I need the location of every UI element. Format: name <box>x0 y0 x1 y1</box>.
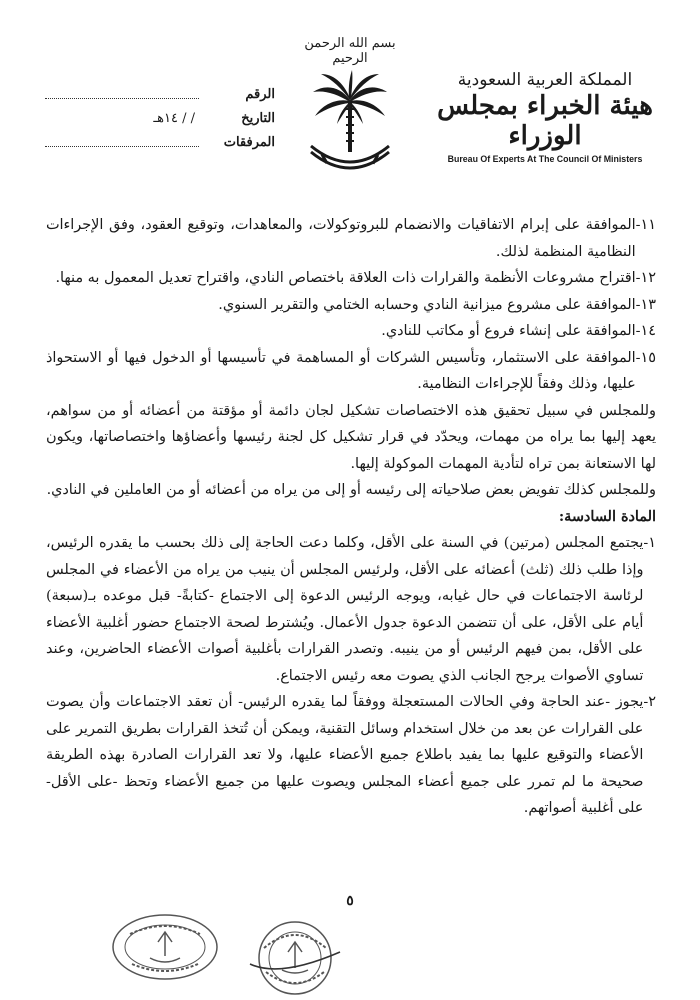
list-item <box>46 265 656 292</box>
item-text: الموافقة على إبرام الاتفاقيات والانضمام للبروتوكولات، والمعاهدات، وتوقيع العقود، وفق الإجراءات النظامية المنظمة لذلك. <box>46 217 636 260</box>
paragraph-committees: وللمجلس في سبيل تحقيق هذه الاختصاصات تشكيل لجان دائمة أو مؤقتة من أعضائه أو من سواهم، يعهد إليها بما يراه من مهمات، ويحدّد في قرار تشكيل كل لجنة رئيسها وأعضاؤها واختصاصاتها، ويكون لها الاستعانة بمن تراه لتأدية المهمات الموكولة إليها. <box>46 402 656 472</box>
palm-swords-emblem-icon <box>305 68 395 178</box>
bureau-name-english: Bureau Of Experts At The Council Of Ministers <box>447 153 643 164</box>
attachments-line <box>45 132 199 147</box>
date-row <box>45 102 275 126</box>
item-number: ١٥- <box>635 349 656 366</box>
document-body <box>46 212 656 822</box>
bureau-name-arabic: هيئة الخبراء بمجلس الوزراء <box>437 91 653 151</box>
kingdom-name: المملكة العربية السعودية <box>457 70 633 90</box>
list-item <box>46 689 656 822</box>
attachments-row <box>45 126 275 150</box>
list-item <box>46 318 656 345</box>
list-item <box>46 212 656 265</box>
paragraph-delegation: وللمجلس كذلك تفويض بعض صلاحياته إلى رئيسه أو إلى من يراه من أعضائه أو من العاملين في النادي. <box>46 482 656 498</box>
list-item <box>46 345 656 398</box>
item-text: يجتمع المجلس (مرتين) في السنة على الأقل، وكلما دعت الحاجة إلى ذلك بحسب ما يقدره الرئيس، وإذا طلب ذلك (ثلث) أعضائه على الأقل، ولرئيس المجلس أن ينيب من يراه من الأعضاء في المجلس لرئاسة الاجتماعات في حال غيابه، ويوجه الرئيس الدعوة إلى الاجتماع -كتابةً- قبل موعده بـ(سبعة) أيام على الأقل، على أن تتضمن الدعوة جدول الأعمال. ويُشترط لصحة الاجتماع حضور أغلبية الأعضاء على الأقل، بمن فيهم الرئيس أو من ينيبه. وتصدر القرارات بأغلبية أصوات الأعضاء الحاضرين، وعند تساوي الأصوات يرجح الجانب الذي يصوت معه رئيس الاجتماع. <box>46 535 644 684</box>
official-stamp-right-icon <box>240 918 350 998</box>
item-number: ١٤- <box>635 323 656 339</box>
letterhead-fields <box>45 78 275 150</box>
basmala: بسم الله الرحمن الرحيم <box>304 36 396 66</box>
official-stamp-left-icon <box>110 912 220 982</box>
item-text: الموافقة على إنشاء فروع أو مكاتب للنادي. <box>381 323 636 339</box>
item-number: ١١- <box>635 217 656 233</box>
article-heading: المادة السادسة: <box>558 507 656 525</box>
item-number: ٢- <box>643 694 656 710</box>
ref-label: الرقم <box>245 87 275 102</box>
list-item <box>46 292 656 319</box>
list-item <box>46 530 656 689</box>
date-value: / / ١٤هـ <box>153 111 195 126</box>
item-number: ١٣- <box>635 296 656 313</box>
item-text: اقتراح مشروعات الأنظمة والقرارات ذات العلاقة باختصاص النادي، واقتراح تعديل المعمول به منها. <box>55 270 636 286</box>
letterhead-emblem <box>290 36 410 178</box>
ref-row <box>45 78 275 102</box>
attachments-label: المرفقات <box>223 135 275 150</box>
item-text: الموافقة على الاستثمار، وتأسيس الشركات أو المساهمة في تأسيسها أو الدخول فيها أو الاستحواذ عليها، وذلك وفقاً للإجراءات النظامية. <box>46 349 636 392</box>
item-number: ١٢- <box>635 270 656 286</box>
ref-line <box>45 84 199 99</box>
item-number: ١- <box>643 535 656 551</box>
page-number: ٥ <box>346 893 354 909</box>
item-text: يجوز -عند الحاجة وفي الحالات المستعجلة ووفقاً لما يقدره الرئيس- أن تعقد الاجتماعات وأن يصوت على القرارات عن بعد من خلال استخدام وسائل التقنية، ويمكن أن تُتخذ القرارات بطريق التمرير على الأعضاء والتوقيع عليها بما يفيد باطلاع جميع الأعضاء عليها، ولا تعد القرارات الصادرة بهذه الطريقة صحيحة ما لم تمرر على جميع أعضاء المجلس ويصوت عليها من جميع الأعضاء وتحظ -على الأقل- على أغلبية أصواتهم. <box>46 694 644 816</box>
date-label: التاريخ <box>241 111 275 126</box>
item-text: الموافقة على مشروع ميزانية النادي وحسابه الختامي والتقرير السنوي. <box>218 296 636 313</box>
letterhead-org <box>430 70 660 164</box>
